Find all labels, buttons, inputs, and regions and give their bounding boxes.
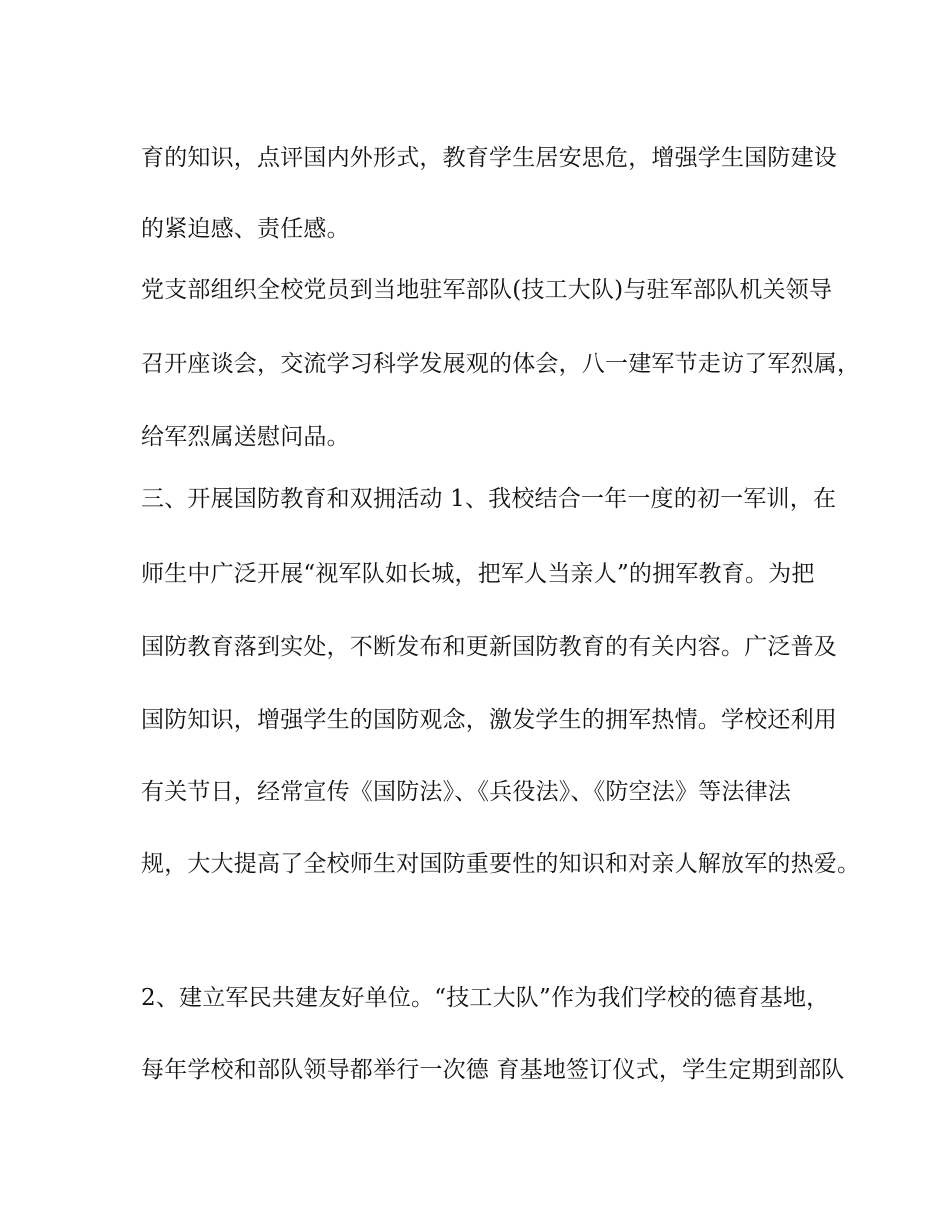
- text-line: 党支部组织全校党员到当地驻军部队(技工大队)与驻军部队机关领导: [141, 277, 833, 303]
- text-line: 育的知识，点评国内外形式，教育学生居安思危，增强学生国防建设: [141, 145, 837, 171]
- text-line: 给军烈属送慰问品。: [141, 424, 350, 450]
- text-line: 三、开展国防教育和双拥活动 1、我校结合一年一度的初一军训，在: [141, 486, 837, 512]
- text-line: 国防教育落到实处，不断发布和更新国防教育的有关内容。广泛普及: [141, 634, 837, 660]
- text-line: 2、建立军民共建友好单位。“技工大队”作为我们学校的德育基地，: [141, 985, 830, 1011]
- text-line: 的紧迫感、责任感。: [141, 216, 350, 242]
- text-line: 规，大大提高了全校师生对国防重要性的知识和对亲人解放军的热爱。: [141, 851, 861, 877]
- text-line: 每年学校和部队领导都举行一次德 育基地签订仪式，学生定期到部队: [141, 1057, 845, 1083]
- text-line: 有关节日，经常宣传《国防法》、《兵役法》、《防空法》等法律法: [141, 779, 791, 805]
- text-line: 师生中广泛开展“视军队如长城，把军人当亲人”的拥军教育。为把: [141, 561, 815, 587]
- text-line: 国防知识，增强学生的国防观念，激发学生的拥军热情。学校还利用: [141, 707, 837, 733]
- text-line: 召开座谈会，交流学习科学发展观的体会，八一建军节走访了军烈属，: [141, 351, 861, 377]
